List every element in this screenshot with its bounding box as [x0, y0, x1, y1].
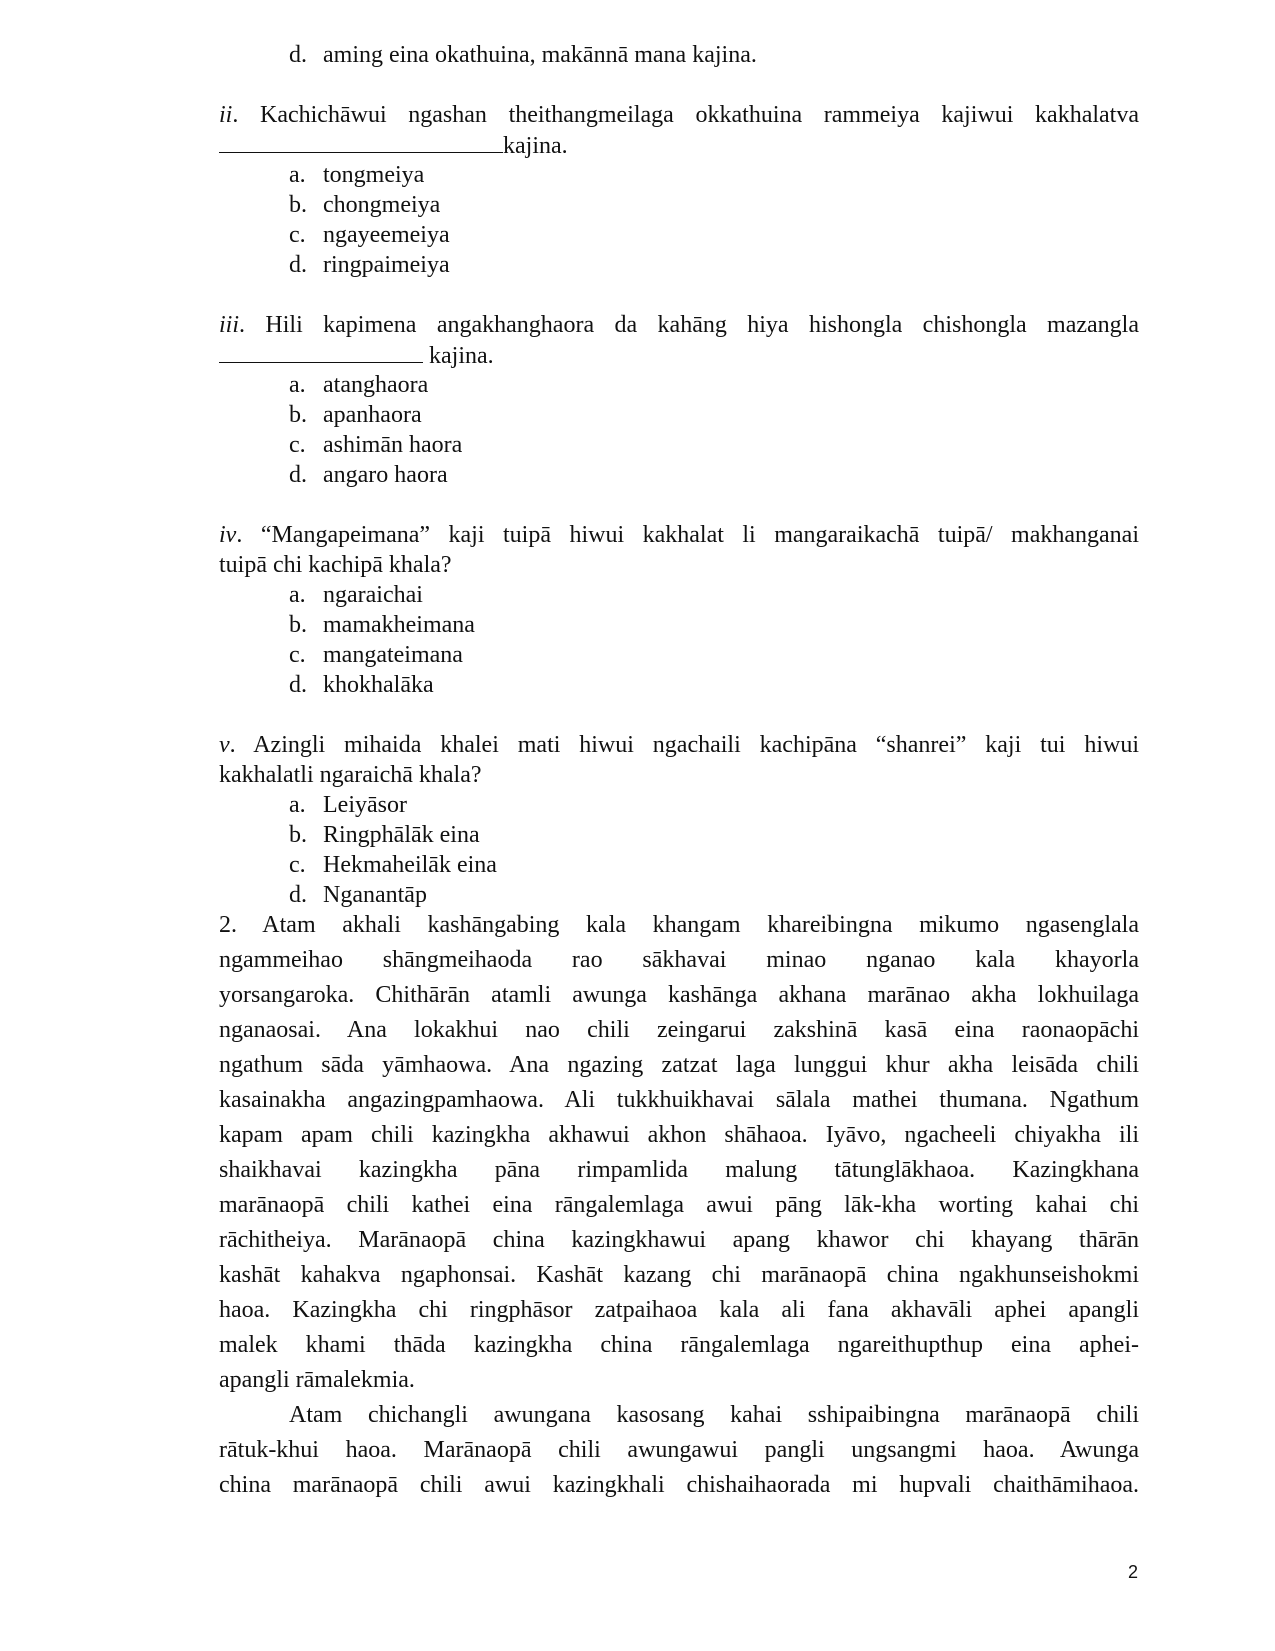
passage-para2-line: Atam chichangli awungana kasosang kahai sshipaibingna marānaopā chili: [289, 1402, 1139, 1428]
q4-option-b: [289, 610, 475, 640]
passage-line: ngammeihao shāngmeihaoda rao sākhavai minao nganao kala khayorla: [219, 947, 1139, 973]
option-letter: d.: [289, 462, 307, 488]
option-text: khokhalāka: [323, 672, 434, 698]
q3-option-a: [289, 370, 428, 400]
page-number: 2: [1128, 1562, 1139, 1582]
option-text: Ringphālāk eina: [323, 822, 480, 848]
option-letter: d.: [289, 672, 307, 698]
option-text: atanghaora: [323, 372, 429, 398]
option-letter: a.: [289, 582, 306, 608]
option-letter: d.: [289, 42, 307, 68]
passage-line: shaikhavai kazingkha pāna rimpamlida malung tātunglākhaoa. Kazingkhana: [219, 1157, 1139, 1183]
option-text: Hekmaheilāk eina: [323, 852, 497, 878]
q2-option-b: [289, 190, 440, 220]
passage-line: rāchitheiya. Marānaopā china kazingkhawui apang khawor chi khayang thārān: [219, 1227, 1139, 1253]
q5-option-d: [289, 880, 427, 910]
option-text: aming eina okathuina, makānnā mana kajina.: [323, 42, 757, 68]
option-letter: b.: [289, 192, 307, 218]
option-text: ashimān haora: [323, 432, 463, 458]
q2-option-d: [289, 250, 450, 280]
option-text: chongmeiya: [323, 192, 441, 218]
passage-para2-line: china marānaopā chili awui kazingkhali chishaihaorada mi hupvali chaithāmihaoa.: [219, 1472, 1139, 1498]
q3-option-c: [289, 430, 462, 460]
option-letter: d.: [289, 882, 307, 908]
passage-line: 2. Atam akhali kashāngabing kala khangam khareibingna mikumo ngasenglala: [219, 912, 1139, 938]
question-number: ii: [219, 102, 233, 128]
q1-option-d: [289, 40, 757, 70]
option-letter: c.: [289, 222, 306, 248]
option-letter: a.: [289, 162, 306, 188]
option-text: ngayeemeiya: [323, 222, 450, 248]
q4-stem-line1: iv. “Mangapeimana” kaji tuipā hiwui kakhalat li mangaraikachā tuipā/ makhanganai: [219, 522, 1140, 548]
answer-blank: [219, 340, 423, 363]
passage-line: ngathum sāda yāmhaowa. Ana ngazing zatzat laga lunggui khur akha leisāda chili: [219, 1052, 1139, 1078]
question-number: iii: [219, 312, 240, 338]
q2-stem-line1: ii. Kachichāwui ngashan theithangmeilaga okkathuina rammeiya kajiwui kakhalatva: [219, 102, 1139, 128]
option-letter: c.: [289, 852, 306, 878]
option-text: apanhaora: [323, 402, 422, 428]
q2-stem-text: Kachichāwui ngashan theithangmeilaga okkathuina rammeiya kajiwui kakhalatva: [260, 102, 1139, 128]
option-text: angaro haora: [323, 462, 448, 488]
q5-stem-line1: v. Azingli mihaida khalei mati hiwui ngachaili kachipāna “shanrei” kaji tui hiwui: [219, 732, 1139, 758]
q3-stem-line2: [219, 340, 494, 371]
option-text: Leiyāsor: [323, 792, 407, 818]
option-text: ngaraichai: [323, 582, 423, 608]
q4-option-d: [289, 670, 434, 700]
q4-option-a: [289, 580, 423, 610]
option-letter: b.: [289, 402, 307, 428]
passage-line: nganaosai. Ana lokakhui nao chili zeingarui zakshinā kasā eina raonaopāchi: [219, 1017, 1139, 1043]
option-letter: b.: [289, 612, 307, 638]
option-letter: a.: [289, 372, 306, 398]
option-letter: b.: [289, 822, 307, 848]
q4-option-c: [289, 640, 463, 670]
passage-line: kasainakha angazingpamhaowa. Ali tukkhuikhavai sālala mathei thumana. Ngathum: [219, 1087, 1139, 1113]
q5-option-b: [289, 820, 480, 850]
answer-blank: [219, 130, 503, 153]
q2-option-c: [289, 220, 450, 250]
q3-stem-text: Hili kapimena angakhanghaora da kahāng hiya hishongla chishongla mazangla: [265, 312, 1140, 338]
passage-para2-line: rātuk-khui haoa. Marānaopā chili awungawui pangli ungsangmi haoa. Awunga: [219, 1437, 1139, 1463]
q3-option-d: [289, 460, 448, 490]
passage-line: malek khami thāda kazingkha china rāngalemlaga ngareithupthup eina aphei-: [219, 1332, 1139, 1358]
option-text: mamakheimana: [323, 612, 475, 638]
option-letter: d.: [289, 252, 307, 278]
passage-line: marānaopā chili kathei eina rāngalemlaga awui pāng lāk-kha worting kahai chi: [219, 1192, 1139, 1218]
passage-line: yorsangaroka. Chithārān atamli awunga kashānga akhana marānao akha lokhuilaga: [219, 982, 1139, 1008]
q2-stem-line2: [219, 130, 568, 161]
passage-line: kapam apam chili kazingkha akhawui akhon shāhaoa. Iyāvo, ngacheeli chiyakha ili: [219, 1122, 1139, 1148]
q5-option-c: [289, 850, 497, 880]
q3-stem-line1: iii. Hili kapimena angakhanghaora da kahāng hiya hishongla chishongla mazangla: [219, 312, 1140, 338]
q3-stem-end: kajina.: [423, 343, 494, 369]
option-letter: a.: [289, 792, 306, 818]
q5-stem-text: Azingli mihaida khalei mati hiwui ngachaili kachipāna “shanrei” kaji tui hiwui: [253, 732, 1139, 758]
q2-stem-end: kajina.: [503, 133, 568, 159]
question-number: iv: [219, 522, 237, 548]
q5-stem-line2: kakhalatli ngaraichā khala?: [219, 762, 482, 788]
option-letter: c.: [289, 432, 306, 458]
option-text: mangateimana: [323, 642, 463, 668]
q5-option-a: [289, 790, 407, 820]
option-letter: c.: [289, 642, 306, 668]
q2-option-a: [289, 160, 424, 190]
q4-stem-line2: tuipā chi kachipā khala?: [219, 552, 452, 578]
passage-line: haoa. Kazingkha chi ringphāsor zatpaihaoa kala ali fana akhavāli aphei apangli: [219, 1297, 1139, 1323]
q4-stem-text: “Mangapeimana” kaji tuipā hiwui kakhalat li mangaraikachā tuipā/ makhanganai: [260, 522, 1140, 548]
q3-option-b: [289, 400, 422, 430]
question-number: v: [219, 732, 230, 758]
option-text: Nganantāp: [323, 882, 427, 908]
option-text: ringpaimeiya: [323, 252, 450, 278]
option-text: tongmeiya: [323, 162, 425, 188]
passage-line: apangli rāmalekmia.: [219, 1367, 415, 1393]
passage-line: kashāt kahakva ngaphonsai. Kashāt kazang chi marānaopā china ngakhunseishokmi: [219, 1262, 1139, 1288]
